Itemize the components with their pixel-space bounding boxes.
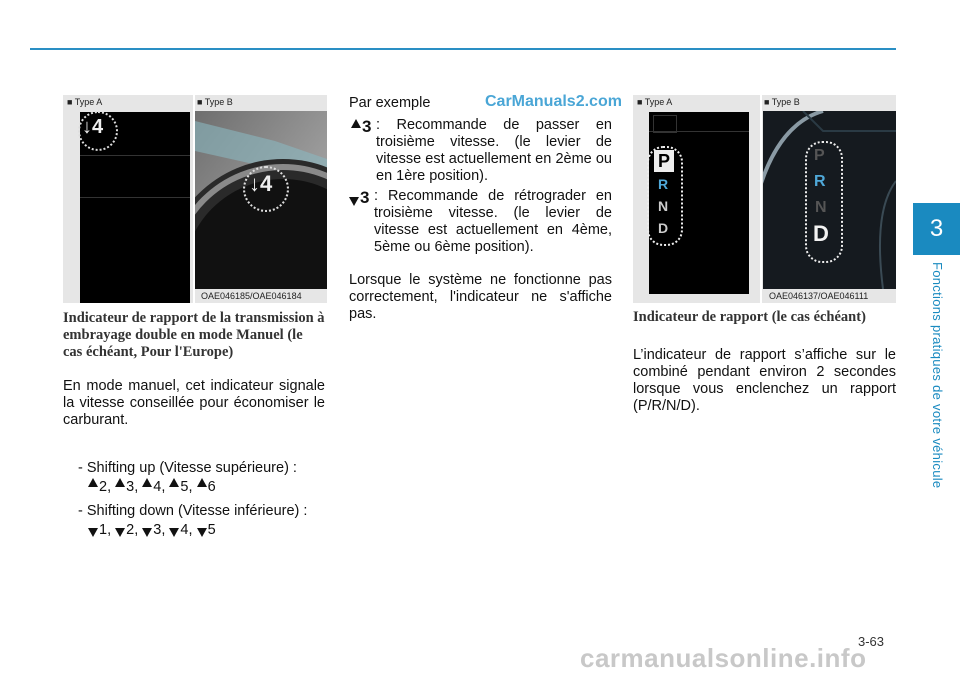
- gear-3-glyph: 3: [362, 117, 372, 136]
- shift-up-value: 2: [99, 479, 108, 495]
- gear-p: P: [814, 147, 825, 164]
- gear-indicator-a: ↓4: [82, 116, 104, 138]
- figure-left: [63, 95, 327, 303]
- watermark-link[interactable]: CarManuals2.com: [485, 93, 622, 110]
- gear-r: R: [658, 176, 669, 192]
- type-a-label: ■ Type A: [67, 97, 103, 107]
- down-arrow-icon: [88, 528, 98, 537]
- section-heading-manual: Indicateur de rapport de la transmission à embrayage double en mode Manuel (le cas échéant, Pour l'Europe): [63, 310, 325, 360]
- display-box: [653, 115, 677, 133]
- chapter-title: Fonctions pratiques de votre véhicule: [930, 262, 945, 489]
- gear-indicator-b: ↓4: [249, 171, 273, 196]
- up-arrow-icon: [169, 478, 179, 487]
- gear-n: N: [658, 198, 669, 214]
- down-arrow-icon: [169, 528, 179, 537]
- chapter-tab[interactable]: [913, 203, 960, 255]
- gear-3-glyph: 3: [360, 188, 370, 207]
- display-type-b: [763, 111, 896, 289]
- gear-p-active: P: [654, 150, 674, 172]
- shift-down-value: 5: [207, 522, 216, 538]
- display-divider: [80, 197, 190, 198]
- gear-d: D: [658, 220, 669, 236]
- figure-separator: [760, 95, 762, 303]
- gear-r: R: [814, 173, 826, 190]
- paragraph-malfunction: Lorsque le système ne fonctionne pas correctement, l'indicateur ne s'affiche pas.: [349, 272, 612, 322]
- shift-up-label: - Shifting up (Vitesse supérieure) :: [78, 460, 297, 476]
- header-rule: [30, 48, 896, 50]
- paragraph-manual: En mode manuel, cet indicateur signale la vitesse conseillée pour économiser le carburant.: [63, 378, 325, 428]
- section-heading-gear: Indicateur de rapport (le cas échéant): [633, 309, 866, 325]
- chapter-number: 3: [929, 215, 944, 242]
- down-arrow-icon: [349, 197, 359, 206]
- type-b-label: ■ Type B: [764, 97, 800, 107]
- downshift-description: : Recommande de rétrograder en troisième vitesse. (le levier de vitesse est actuellement en 4ème, 5ème ou 6ème position).: [374, 188, 612, 255]
- down-arrow-icon: [115, 528, 125, 537]
- up-arrow-icon: [197, 478, 207, 487]
- display-type-a: [80, 112, 190, 303]
- gear-n: N: [815, 199, 827, 216]
- type-b-label: ■ Type B: [197, 97, 233, 107]
- shift-up-value: 4: [153, 479, 162, 495]
- shift-down-value: 4: [180, 522, 189, 538]
- down-arrow-icon: [197, 528, 207, 537]
- upshift-description: : Recommande de passer en troisième vitesse. (le levier de vitesse est actuellement en 2ème ou en 1ère position).: [376, 117, 612, 184]
- shift-down-value: 1: [99, 522, 108, 538]
- shift-up-value: 3: [126, 479, 135, 495]
- paragraph-gear: L’indicateur de rapport s’affiche sur le combiné pendant environ 2 secondes lorsque vous enclenchez un rapport (P/R/N/D).: [633, 347, 896, 414]
- figure-code: OAE046185/OAE046184: [201, 291, 302, 301]
- shift-up-value: 6: [207, 479, 216, 495]
- figure-code: OAE046137/OAE046111: [769, 291, 869, 301]
- figure-right: [633, 95, 896, 303]
- up-arrow-icon: [88, 478, 98, 487]
- gear-d-active: D: [813, 221, 829, 246]
- up-arrow-icon: [142, 478, 152, 487]
- shift-down-label: - Shifting down (Vitesse inférieure) :: [78, 503, 308, 519]
- display-divider: [80, 155, 190, 156]
- down-arrow-icon: [142, 528, 152, 537]
- shift-down-value: 3: [153, 522, 162, 538]
- up-arrow-icon: [351, 119, 361, 128]
- type-a-label: ■ Type A: [637, 97, 673, 107]
- shift-down-list: 1, 2, 3, 4, 5: [88, 522, 328, 539]
- shift-up-value: 5: [180, 479, 189, 495]
- page-number: 3-63: [858, 634, 885, 649]
- shift-down-value: 2: [126, 522, 135, 538]
- up-arrow-icon: [115, 478, 125, 487]
- display-type-a: [649, 112, 749, 294]
- example-label: Par exemple: [349, 95, 431, 111]
- display-type-b: [195, 111, 327, 289]
- footer-watermark[interactable]: carmanualsonline.info: [580, 643, 867, 673]
- shift-up-list: 2, 3, 4, 5, 6: [88, 478, 328, 496]
